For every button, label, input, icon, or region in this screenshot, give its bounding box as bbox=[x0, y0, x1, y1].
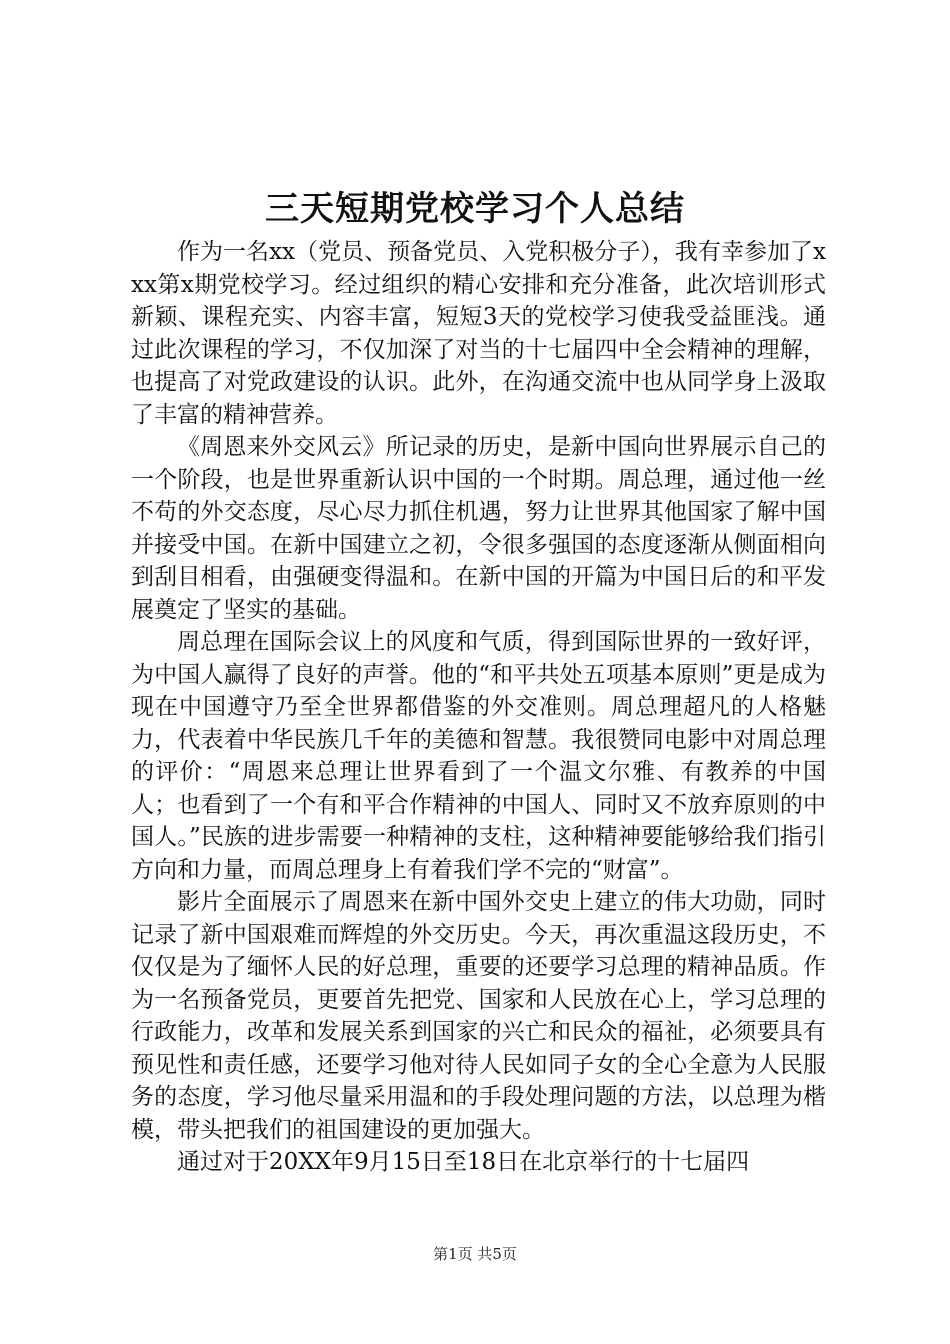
paragraph-4: 影片全面展示了周恩来在新中国外交史上建立的伟大功勋，同时记录了新中国艰难而辉煌的外交历史。今天，再次重温这段历史，不仅仅是为了缅怀人民的好总理，重要的还要学习总理的精神品质。作为一名预备党员，更要首先把党、国家和人民放在心上，学习总理的行政能力，改革和发展关系到国家的兴亡和民众的福祉，必须要具有预见性和责任感，还要学习他对待人民如同子女的全心全意为人民服务的态度，学习他尽量采用温和的手段处理问题的方法，以总理为楷模，带头把我们的祖国建设的更加强大。 bbox=[131, 889, 826, 1143]
page-footer: 第1页 共5页 bbox=[433, 1245, 517, 1263]
paragraph-1: 作为一名xx（党员、预备党员、入党积极分子），我有幸参加了xxx第x期党校学习。经过组织的精心安排和充分准备，此次培训形式新颖、课程充实、内容丰富，短短3天的党校学习使我受益匪浅。通过此次课程的学习，不仅加深了对当的十七届四中全会精神的理解，也提高了对党政建设的认识。此外，在沟通交流中也从同学身上汲取了丰富的精神营养。 bbox=[131, 239, 826, 428]
document-title: 三天短期党校学习个人总结 bbox=[265, 189, 685, 229]
paragraph-2: 《周恩来外交风云》所记录的历史，是新中国向世界展示自己的一个阶段，也是世界重新认识中国的一个时期。周总理，通过他一丝不苟的外交态度，尽心尽力抓住机遇，努力让世界其他国家了解中国并接受中国。在新中国建立之初，令很多强国的态度逐渐从侧面相向到刮目相看，由强硬变得温和。在新中国的开篇为中国日后的和平发展奠定了坚实的基础。 bbox=[131, 434, 826, 623]
paragraph-3: 周总理在国际会议上的风度和气质，得到国际世界的一致好评，为中国人赢得了良好的声誉。他的“和平共处五项基本原则”更是成为现在中国遵守乃至全世界都借鉴的外交准则。周总理超凡的人格魅力，代表着中华民族几千年的美德和智慧。我很赞同电影中对周总理的评价：“周恩来总理让世界看到了一个温文尔雅、有教养的中国人；也看到了一个有和平合作精神的中国人、同时又不放弃原则的中国人。”民族的进步需要一种精神的支柱，这种精神要能够给我们指引方向和力量，而周总理身上有着我们学不完的“财富”。 bbox=[131, 629, 826, 883]
document-body bbox=[131, 236, 826, 1179]
paragraph-5: 通过对于20XX年9月15日至18日在北京举行的十七届四 bbox=[177, 1149, 750, 1175]
